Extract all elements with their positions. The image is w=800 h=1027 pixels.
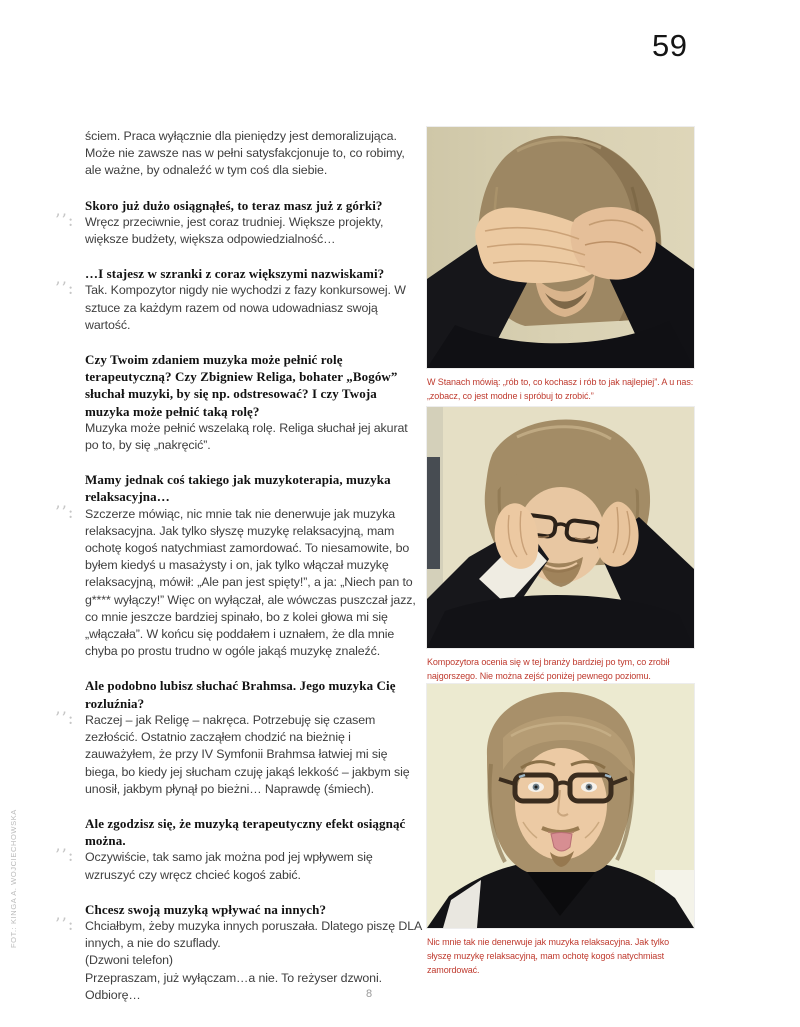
qa-block bbox=[55, 471, 422, 660]
interview-answer-wrap bbox=[55, 210, 422, 248]
qa-block bbox=[55, 197, 422, 249]
qa-block bbox=[55, 677, 422, 797]
stage-direction: (Dzwoni telefon) bbox=[85, 953, 173, 968]
photo-covering-ears bbox=[427, 407, 694, 683]
quote-icon: ’’: bbox=[55, 279, 75, 300]
interview-answer-wrap bbox=[85, 420, 422, 454]
qa-block bbox=[85, 351, 422, 454]
interview-question: Ale zgodzisz się, że muzyką terapeutyczny efekt osiągnąć można. bbox=[85, 815, 406, 849]
interview-answer: Chciałbym, żeby muzyka innych poruszała. Dlatego piszę DLA innych, a nie do szuflady. bbox=[85, 918, 422, 951]
page-number: 59 bbox=[652, 28, 688, 63]
photo-credit: FOT.: KINGA A. WOJCIECHOWSKA bbox=[9, 809, 18, 948]
quote-icon: ’’: bbox=[55, 210, 75, 231]
quote-icon: ’’: bbox=[55, 846, 75, 867]
interview-question: Ale podobno lubisz słuchać Brahmsa. Jego muzyka Cię rozluźnia? bbox=[85, 678, 396, 711]
photo-tongue-out-image bbox=[427, 684, 694, 928]
interview-answer-wrap bbox=[55, 708, 422, 798]
interview-question: Chcesz swoją muzyką wpływać na innych? bbox=[85, 901, 327, 917]
photo-caption: Kompozytora ocenia się w tej branży bardziej po tym, co zrobił najgorszego. Nie można zejść poniżej pewnego poziomu. bbox=[427, 657, 670, 681]
interview-answer-text: Przepraszam, już wyłączam…a nie. To reżyser dzwoni. Odbiorę… bbox=[85, 970, 382, 1002]
photo-covering-eyes bbox=[427, 127, 694, 403]
interview-answer: Tak. Kompozytor nigdy nie wychodzi z fazy konkursowej. W sztuce za każdym razem od nowa udowadniasz swoją wartość. bbox=[85, 283, 406, 332]
interview-question: …I stajesz w szranki z coraz większymi nazwiskami? bbox=[85, 266, 385, 282]
interview-answer: Wręcz przeciwnie, jest coraz trudniej. Większe projekty, większe budżety, większa odpowiedzialność… bbox=[85, 214, 384, 247]
interview-answer-continued bbox=[85, 970, 422, 1004]
quote-icon: ’’: bbox=[55, 914, 75, 935]
interview-answer-wrap bbox=[55, 914, 422, 1004]
qa-block bbox=[55, 265, 422, 334]
interview-question: Skoro już dużo osiągnąłeś, to teraz masz już z górki? bbox=[85, 197, 383, 213]
interview-answer: Szczerze mówiąc, nic mnie tak nie denerwuje jak muzyka relaksacyjna. Jak tylko słyszę muzykę relaksacyjną, mam ochotę kogoś natychmiast zamordować. To niesamowite, bo byłem kiedyś u masażysty i on, jak tylko włączał muzykę relaksacyjną, mówił: „Ale pan jest spięty!”, a ja: „Niech pan to g**** wyłączy!” Więc on wyłączał, ale wówczas puszczał jazz, co mnie jeszcze bardziej spinało, bo z kolei głowa mi się „włączała”. W końcu się poddałem i uznałem, że dla mnie chyba po prostu trudno w ogóle jakąś muzykę znaleźć. bbox=[85, 506, 416, 659]
interview-answer: Muzyka może pełnić wszelaką rolę. Religa słuchał jej akurat po to, by się „nakręcić”. bbox=[85, 420, 408, 453]
qa-block bbox=[55, 901, 422, 1004]
qa-block bbox=[55, 815, 422, 884]
interview-question: Mamy jednak coś takiego jak muzykoterapia, muzyka relaksacyjna… bbox=[85, 472, 391, 505]
photo-covering-ears-image bbox=[427, 407, 694, 648]
quote-icon: ’’: bbox=[55, 708, 75, 729]
photo-covering-eyes-image bbox=[427, 127, 694, 368]
interview-answer: Oczywiście, tak samo jak można pod jej wpływem się wzruszyć czy wręcz chcieć kogoś zabić. bbox=[85, 850, 373, 882]
photo-caption: W Stanach mówią: „rób to, co kochasz i rób to jak najlepiej”. A u nas: „zobacz, co jest modne i spróbuj to zrobić.” bbox=[427, 377, 694, 401]
photo-caption: Nic mnie tak nie denerwuje jak muzyka relaksacyjna. Jak tylko słyszę muzykę relaksacyjną, mam ochotę kogoś natychmiast zamordować. bbox=[427, 937, 670, 975]
end-of-article-mark: 8 bbox=[365, 987, 372, 1000]
interview-answer-wrap bbox=[55, 502, 422, 661]
lead-paragraph: ściem. Praca wyłącznie dla pieniędzy jest demoralizująca. Może nie zawsze nas w pełni satysfakcjonuje to, co robimy, ale ważne, by odnaleźć w tym coś dla siebie. bbox=[85, 129, 405, 178]
interview-answer-wrap bbox=[55, 846, 422, 883]
quote-icon: ’’: bbox=[55, 502, 75, 523]
interview-answer-wrap bbox=[55, 279, 422, 334]
interview-answer: Raczej – jak Religę – nakręca. Potrzebuję się czasem zezłościć. Ostatnio zacząłem chodzić na bieżnię i zauważyłem, że przy IV Symfonii Brahmsa łatwiej mi się biega, bo kiedy jej słucham czuję jakąś lekkość – jakbym się unosił, jakbym płynął po bieżni… Naprawdę (śmiech). bbox=[85, 712, 410, 796]
article-column bbox=[55, 128, 422, 1004]
interview-question: Czy Twoim zdaniem muzyka może pełnić rolę terapeutyczną? Czy Zbigniew Religa, bohater „Bogów” słuchał muzyki, by się np. odstresować? I czy Twoja muzyka może pełnić taką rolę? bbox=[85, 352, 398, 419]
photo-tongue-out bbox=[427, 684, 694, 977]
